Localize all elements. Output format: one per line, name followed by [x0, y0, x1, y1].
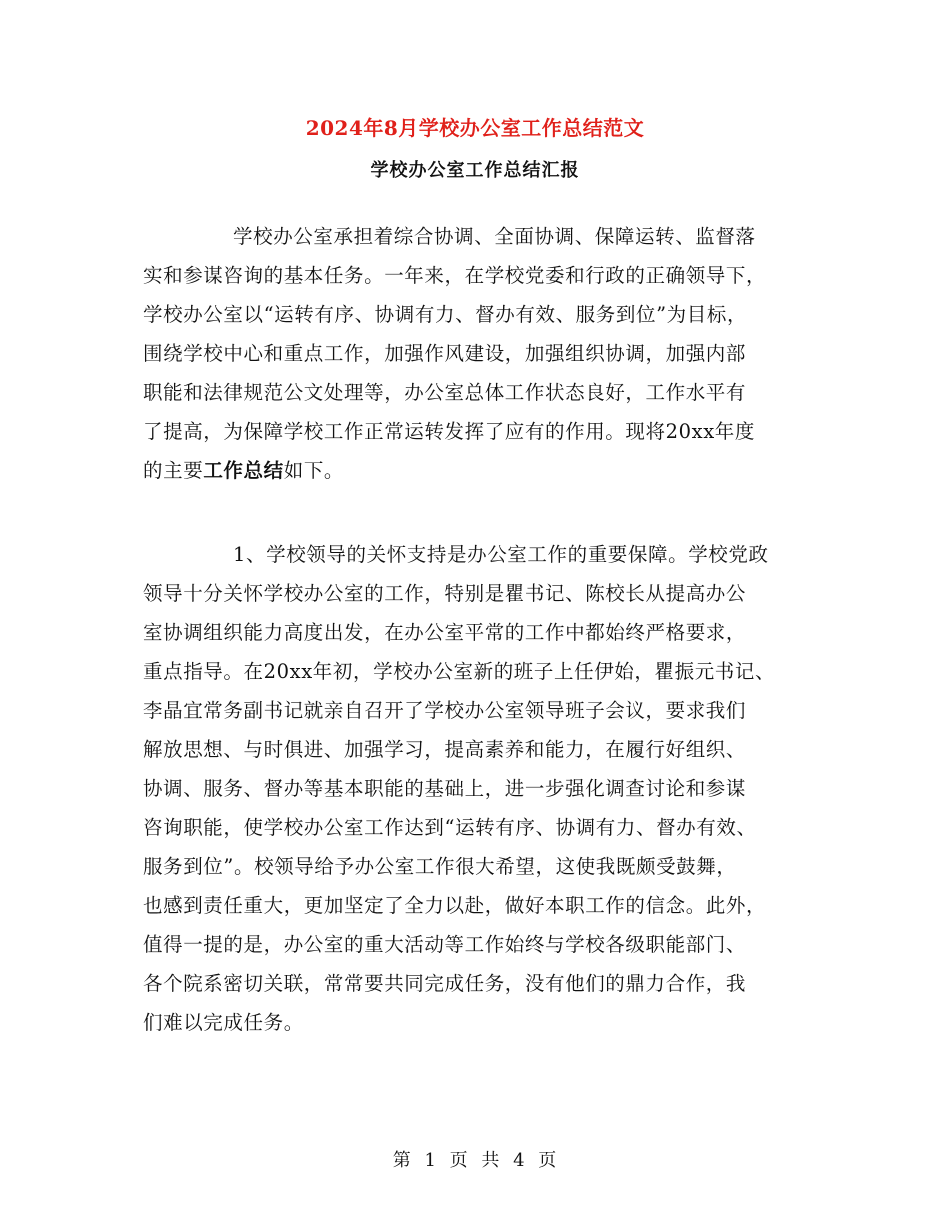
paragraph-line: 值得一提的是，办公室的重大活动等工作始终与学校各级职能部门、	[143, 933, 747, 956]
page-footer: 第 1 页 共 4 页	[392, 1150, 558, 1171]
paragraph-line: 学校办公室承担着综合协调、全面协调、保障运转、监督落	[233, 225, 756, 248]
paragraph-line: 领导十分关怀学校办公室的工作，特别是瞿书记、陈校长从提高办公	[143, 582, 747, 605]
text-span: 的主要	[143, 459, 204, 482]
paragraph-last-line	[143, 451, 813, 490]
paragraph-line: 重点指导。在20xx年初，学校办公室新的班子上任伊始，瞿振元书记、	[143, 660, 776, 683]
paragraph-intro	[143, 217, 813, 490]
paragraph-line: 解放思想、与时俱进、加强学习，提高素养和能力，在履行好组织、	[143, 738, 747, 761]
paragraph-line: 李晶宜常务副书记就亲自召开了学校办公室领导班子会议，要求我们	[143, 699, 747, 722]
text-span: 如下。	[283, 459, 345, 482]
document-subtitle: 学校办公室工作总结汇报	[370, 160, 580, 181]
document-title: 2024年8月学校办公室工作总结范文	[305, 116, 645, 140]
paragraph-line: 实和参谋咨询的基本任务。一年来，在学校党委和行政的正确领导下，	[143, 264, 767, 287]
paragraph-line: 各个院系密切关联，常常要共同完成任务，没有他们的鼎力合作，我	[143, 972, 747, 995]
paragraph-line: 协调、服务、督办等基本职能的基础上，进一步强化调查讨论和参谋	[143, 777, 747, 800]
paragraph-line: 们难以完成任务。	[143, 1011, 304, 1034]
paragraph-line: 围绕学校中心和重点工作，加强作风建设，加强组织协调，加强内部	[143, 342, 747, 365]
paragraph-line: 服务到位”。校领导给予办公室工作很大希望，这使我既颇受鼓舞，	[143, 855, 737, 878]
bold-keyword: 工作总结	[203, 459, 284, 482]
paragraph-line: 咨询职能，使学校办公室工作达到“运转有序、协调有力、督办有效、	[143, 816, 757, 839]
paragraph-line: 了提高，为保障学校工作正常运转发挥了应有的作用。现将20xx年度	[143, 420, 756, 443]
paragraph-line: 室协调组织能力高度出发，在办公室平常的工作中都始终严格要求，	[143, 621, 747, 644]
paragraph-line: 职能和法律规范公文处理等，办公室总体工作状态良好，工作水平有	[143, 381, 747, 404]
paragraph-line: 学校办公室以“运转有序、协调有力、督办有效、服务到位”为目标，	[143, 303, 748, 326]
paragraph-line: 1、学校领导的关怀支持是办公室工作的重要保障。学校党政	[233, 543, 769, 566]
paragraph-line: 也感到责任重大，更加坚定了全力以赴，做好本职工作的信念。此外，	[143, 894, 767, 917]
paragraph-section-1	[143, 535, 813, 1042]
